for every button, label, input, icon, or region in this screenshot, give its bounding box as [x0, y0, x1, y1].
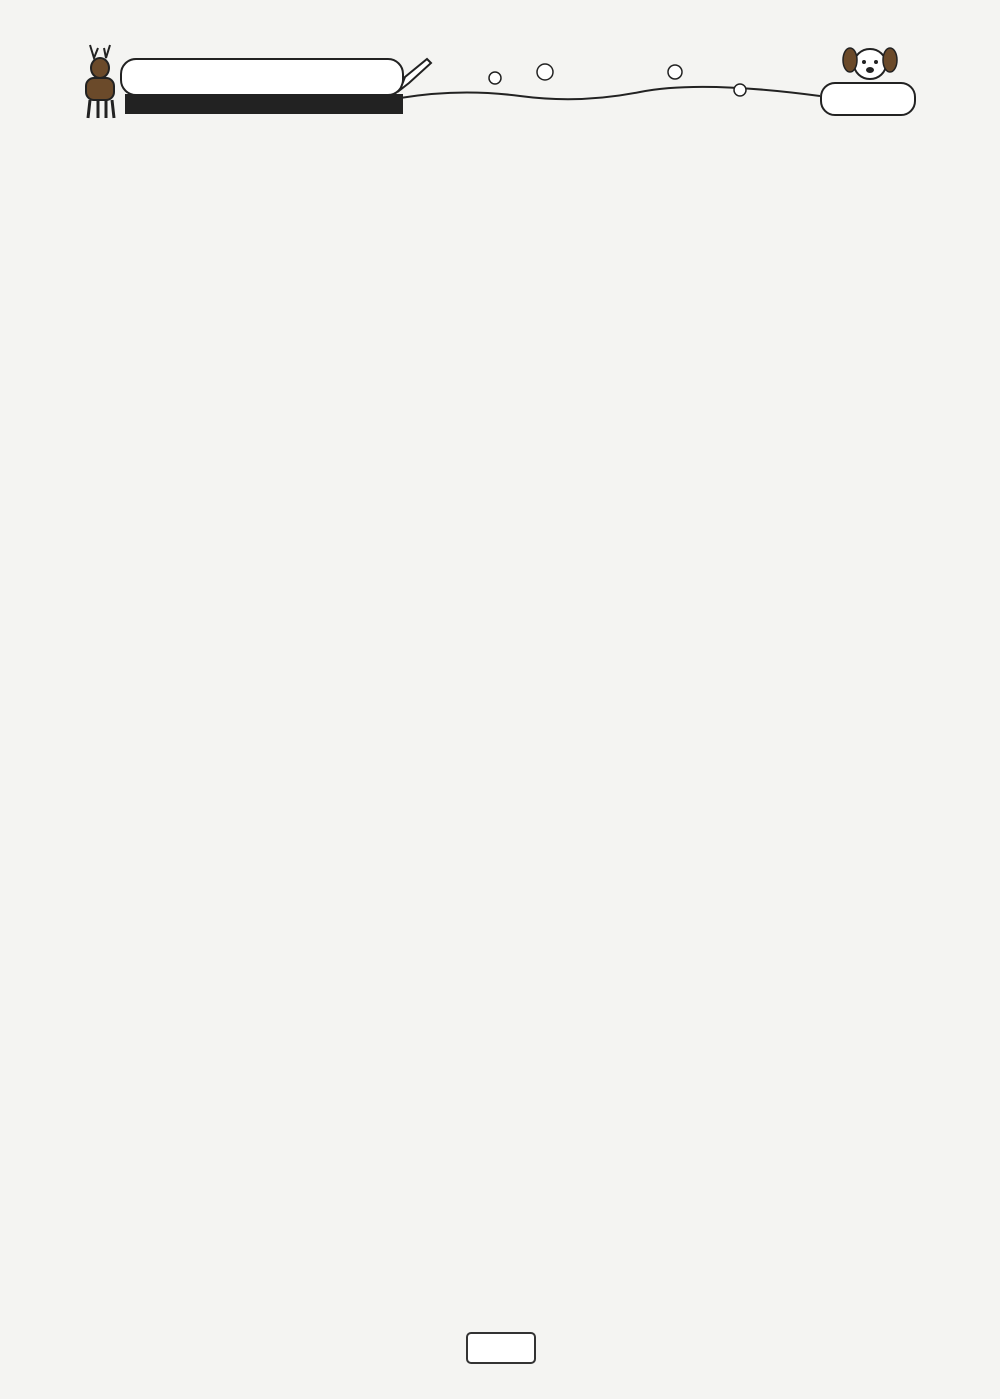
decorative-vine-line [400, 60, 820, 110]
watermark [802, 1339, 992, 1395]
edition-badge [820, 82, 916, 116]
book-title [120, 58, 404, 96]
page-header [0, 0, 1000, 125]
book-title-pinyin [125, 94, 403, 114]
dog-icon [840, 42, 900, 84]
page-number [466, 1332, 536, 1364]
